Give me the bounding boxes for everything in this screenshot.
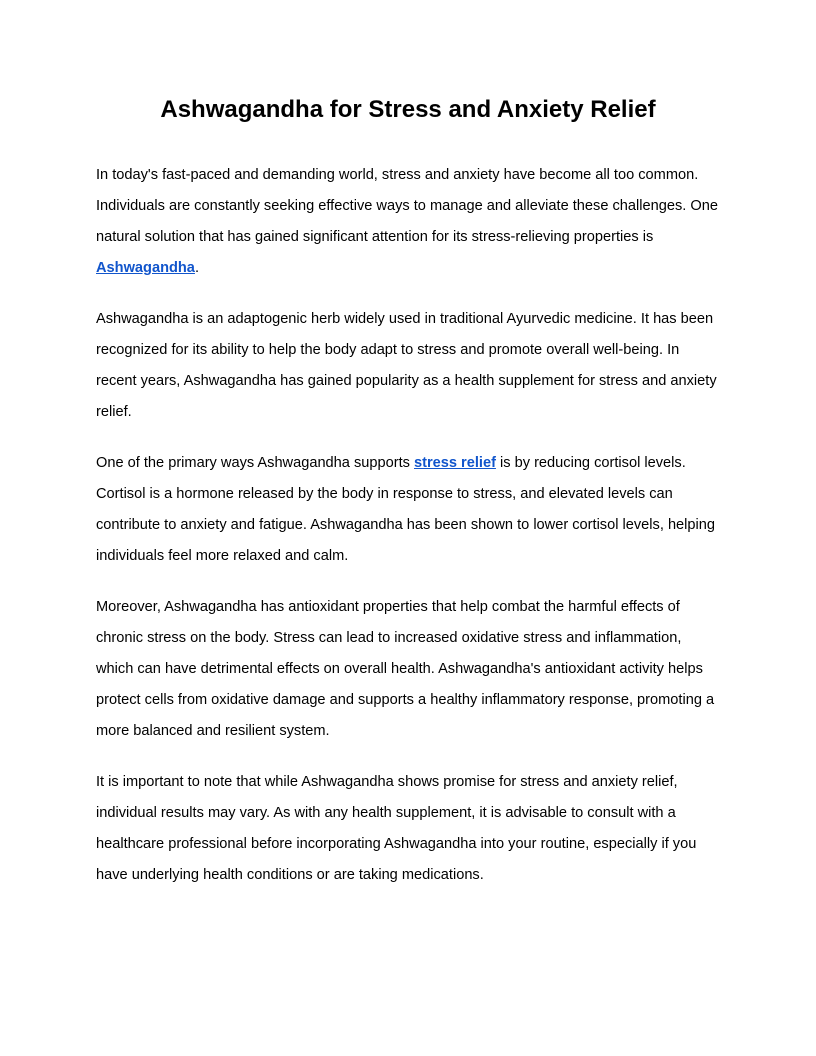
document-body [96, 160, 722, 911]
ashwagandha-link[interactable]: Ashwagandha [96, 260, 195, 276]
paragraph-intro [96, 160, 722, 284]
paragraph-intro-text: In today's fast-paced and demanding world, stress and anxiety have become all too common. Individuals are constantly seeking effective ways to manage and alleviate these challenges. One natural solution that has gained significant attention for its stress-relieving properties is [96, 167, 718, 245]
stress-relief-link[interactable]: stress relief [414, 455, 496, 471]
paragraph-cortisol-start: One of the primary ways Ashwagandha supports [96, 455, 414, 471]
paragraph-intro-end: . [194, 260, 199, 276]
paragraph-cortisol [96, 448, 722, 572]
document-title: Ashwagandha for Stress and Anxiety Relief [160, 96, 656, 123]
paragraph-adaptogen: Ashwagandha is an adaptogenic herb widely used in traditional Ayurvedic medicine. It has been recognized for its ability to help the body adapt to stress and promote overall well-being. In recent years, Ashwagandha has gained popularity as a health supplement for stress and anxiety relief. [96, 311, 717, 420]
paragraph-antioxidant: Moreover, Ashwagandha has antioxidant properties that help combat the harmful effects of chronic stress on the body. Stress can lead to increased oxidative stress and inflammation, which can have detrimental effects on overall health. Ashwagandha's antioxidant activity helps protect cells from oxidative damage and supports a healthy inflammatory response, promoting a more balanced and resilient system. [96, 599, 715, 739]
paragraph-cortisol-end: is by reducing cortisol levels. Cortisol is a hormone released by the body in response to stress, and elevated levels can contribute to anxiety and fatigue. Ashwagandha has been shown to lower cortisol levels, helping individuals feel more relaxed and calm. [96, 455, 716, 564]
paragraph-disclaimer: It is important to note that while Ashwagandha shows promise for stress and anxiety relief, individual results may vary. As with any health supplement, it is advisable to consult with a healthcare professional before incorporating Ashwagandha into your routine, especially if you have underlying health conditions or are taking medications. [96, 774, 697, 883]
